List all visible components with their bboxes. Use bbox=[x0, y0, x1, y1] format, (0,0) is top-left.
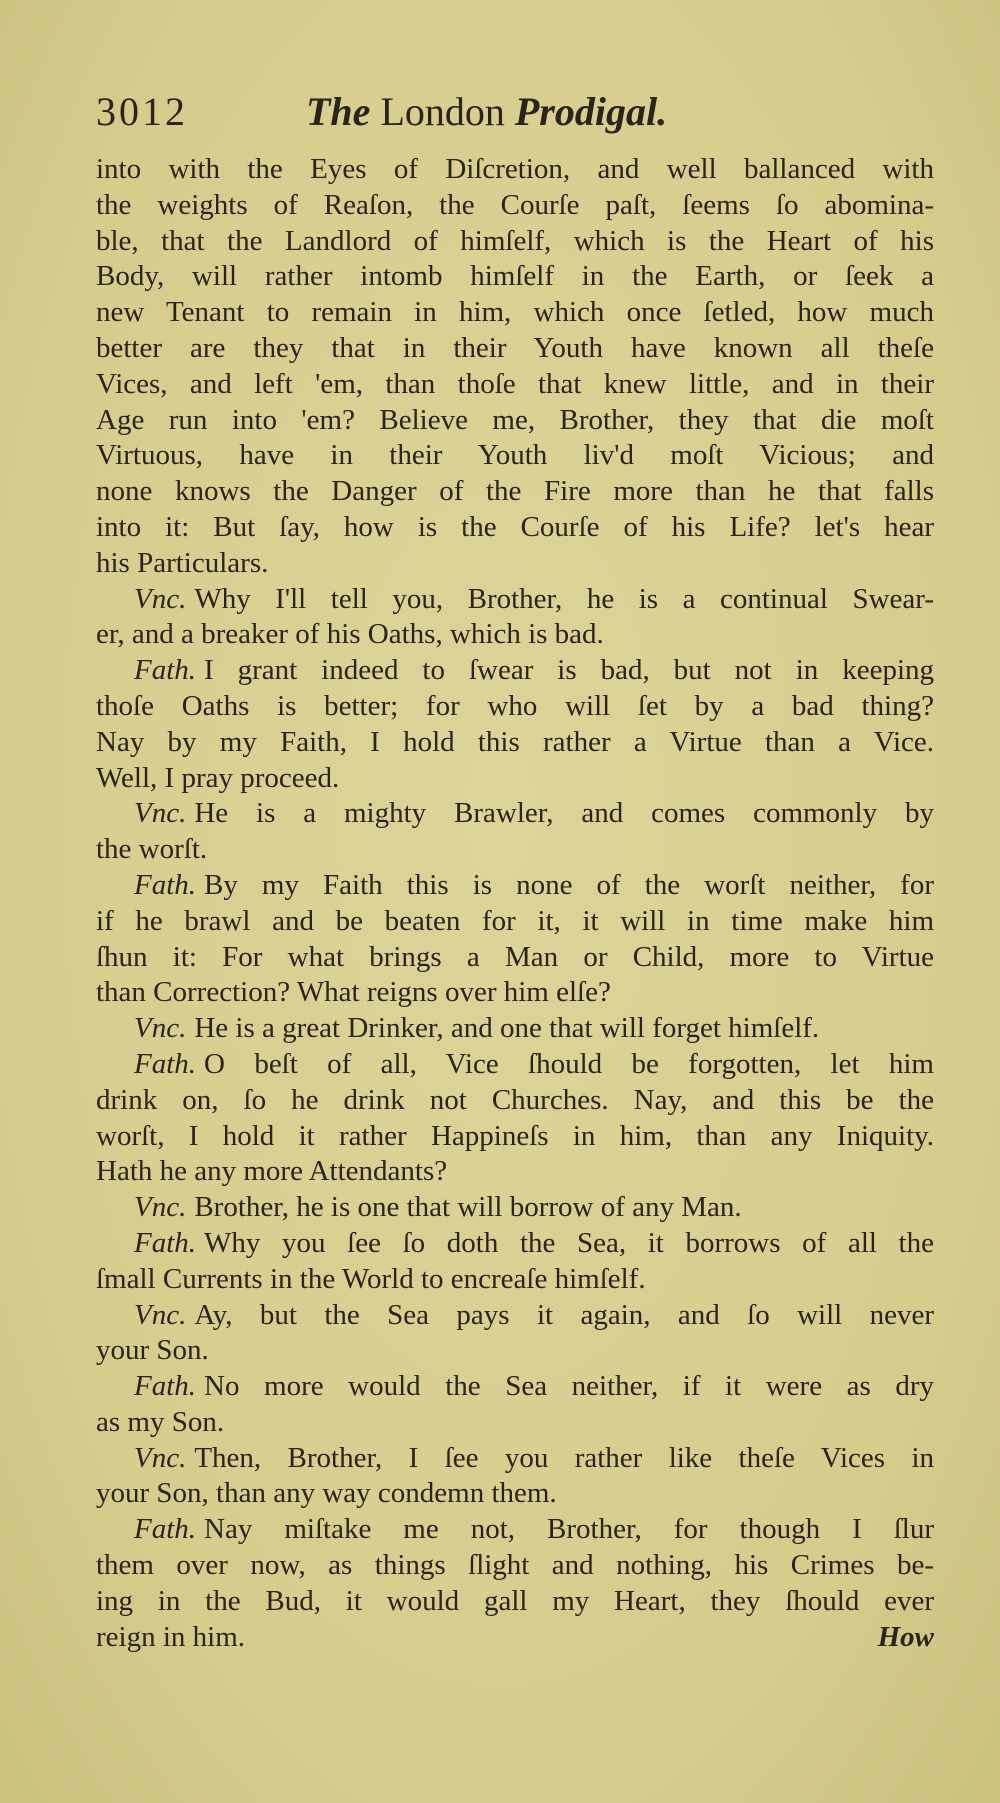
speech-first-line bbox=[96, 1226, 934, 1262]
line-text: I grant indeed to ſwear is bad, but not in keeping bbox=[204, 654, 934, 687]
speaker-label: Vnc. bbox=[134, 1012, 187, 1045]
text-line bbox=[96, 510, 934, 546]
line-text: them over now, as things ſlight and nothing, his Crimes be- bbox=[96, 1549, 934, 1582]
line-text: Brother, he is one that will borrow of any Man. bbox=[194, 1191, 742, 1224]
text-line bbox=[96, 474, 934, 510]
text-line bbox=[96, 904, 934, 940]
line-text: your Son, than any way condemn them. bbox=[96, 1477, 557, 1510]
speaker-label: Fath. bbox=[134, 654, 197, 687]
text-line bbox=[96, 295, 934, 331]
text-line bbox=[96, 1548, 934, 1584]
text-line bbox=[96, 725, 934, 761]
line-text: Hath he any more Attendants? bbox=[96, 1155, 448, 1188]
line-text: Nay by my Faith, I hold this rather a Virtue than a Vice. bbox=[96, 725, 934, 758]
speaker-label: Fath. bbox=[134, 1047, 197, 1080]
line-text: Nay miſtake me not, Brother, for though I ſlur bbox=[204, 1513, 934, 1546]
text-line bbox=[96, 832, 934, 868]
text-line bbox=[96, 1584, 934, 1620]
text-line bbox=[96, 438, 934, 474]
line-text: ing in the Bud, it would gall my Heart, they ſhould ever bbox=[96, 1584, 934, 1617]
line-text: than Correction? What reigns over him elſe? bbox=[96, 976, 611, 1009]
speaker-label: Fath. bbox=[134, 868, 197, 901]
line-text: Why you ſee ſo doth the Sea, it borrows of all the bbox=[204, 1226, 934, 1259]
speaker-label: Fath. bbox=[134, 1370, 197, 1403]
line-text: Then, Brother, I ſee you rather like theſe Vices in bbox=[194, 1441, 934, 1474]
text-line bbox=[96, 975, 934, 1011]
line-text: into it: But ſay, how is the Courſe of his Life? let's hear bbox=[96, 510, 934, 543]
speech-first-line bbox=[96, 796, 934, 832]
text-line bbox=[96, 259, 934, 295]
speaker-label: Vnc. bbox=[134, 1298, 187, 1331]
speech-first-line bbox=[96, 868, 934, 904]
line-text: Ay, but the Sea pays it again, and ſo will never bbox=[194, 1298, 934, 1331]
text-line bbox=[96, 331, 934, 367]
line-text: worſt, I hold it rather Happineſs in him, than any Iniquity. bbox=[96, 1119, 934, 1152]
speaker-label: Vnc. bbox=[134, 797, 187, 830]
speaker-label: Vnc. bbox=[134, 1441, 187, 1474]
speech-first-line bbox=[96, 582, 934, 618]
speech-first-line bbox=[96, 1441, 934, 1477]
speech-first-line bbox=[96, 1298, 934, 1334]
line-text: O beſt of all, Vice ſhould be forgotten, let him bbox=[204, 1047, 934, 1080]
line-text: his Particulars. bbox=[96, 546, 269, 579]
line-text: Age run into 'em? Believe me, Brother, they that die moſt bbox=[96, 403, 934, 436]
line-text: your Son. bbox=[96, 1334, 209, 1367]
text-line bbox=[96, 367, 934, 403]
text-line bbox=[96, 761, 934, 797]
line-text: drink on, ſo he drink not Churches. Nay, and this be the bbox=[96, 1083, 934, 1116]
line-text: He is a great Drinker, and one that will forget himſelf. bbox=[194, 1012, 820, 1045]
speaker-label: Fath. bbox=[134, 1513, 197, 1546]
title-the: The bbox=[306, 89, 371, 134]
text-line bbox=[96, 1405, 934, 1441]
text-line bbox=[96, 403, 934, 439]
text-line bbox=[96, 152, 934, 188]
text-line bbox=[96, 940, 934, 976]
speech-first-line bbox=[96, 1369, 934, 1405]
text-line bbox=[96, 1154, 934, 1190]
line-text: thoſe Oaths is better; for who will ſet by a bad thing? bbox=[96, 689, 934, 722]
text-line bbox=[96, 689, 934, 725]
line-text: By my Faith this is none of the worſt neither, for bbox=[204, 868, 934, 901]
title-end: Prodigal. bbox=[514, 89, 668, 134]
running-header bbox=[96, 88, 936, 138]
line-text: ſmall Currents in the World to encreaſe himſelf. bbox=[96, 1262, 646, 1295]
line-text: Why I'll tell you, Brother, he is a continual Swear- bbox=[194, 582, 934, 615]
text-line bbox=[96, 188, 934, 224]
speech-first-line bbox=[96, 1047, 934, 1083]
text-line bbox=[96, 1119, 934, 1155]
title-main: London bbox=[380, 89, 505, 134]
speaker-label: Vnc. bbox=[134, 582, 187, 615]
speaker-label: Vnc. bbox=[134, 1191, 187, 1224]
line-text: Well, I pray proceed. bbox=[96, 761, 340, 794]
speech-first-line bbox=[96, 1011, 934, 1047]
line-text: Virtuous, have in their Youth liv'd moſt Vicious; and bbox=[96, 439, 934, 472]
line-text: the weights of Reaſon, the Courſe paſt, ſeems ſo abomina- bbox=[96, 188, 934, 221]
line-text: No more would the Sea neither, if it were as dry bbox=[204, 1370, 934, 1403]
line-text: reign in him. bbox=[96, 1620, 246, 1653]
line-text: none knows the Danger of the Fire more than he that falls bbox=[96, 475, 934, 508]
page-body bbox=[96, 152, 934, 1655]
speaker-label: Fath. bbox=[134, 1226, 197, 1259]
speech-first-line bbox=[96, 1190, 934, 1226]
line-text: if he brawl and be beaten for it, it will in time make him bbox=[96, 904, 934, 937]
line-text: er, and a breaker of his Oaths, which is bad. bbox=[96, 618, 604, 651]
text-line bbox=[96, 1476, 934, 1512]
text-line bbox=[96, 1262, 934, 1298]
line-text: new Tenant to remain in him, which once ſetled, how much bbox=[96, 296, 934, 329]
line-text: ble, that the Landlord of himſelf, which is the Heart of his bbox=[96, 224, 934, 257]
line-text: ſhun it: For what brings a Man or Child, more to Virtue bbox=[96, 940, 934, 973]
text-line bbox=[96, 546, 934, 582]
speech-first-line bbox=[96, 1512, 934, 1548]
text-line bbox=[96, 617, 934, 653]
line-text: the worſt. bbox=[96, 833, 208, 866]
line-text: better are they that in their Youth have known all theſe bbox=[96, 331, 934, 364]
text-line bbox=[96, 1333, 934, 1369]
catchword: How bbox=[877, 1620, 934, 1653]
page-number: 3012 bbox=[96, 89, 188, 134]
speech-first-line bbox=[96, 653, 934, 689]
text-line bbox=[96, 1620, 934, 1656]
line-text: as my Son. bbox=[96, 1405, 225, 1438]
line-text: Vices, and left 'em, than thoſe that knew little, and in their bbox=[96, 367, 934, 400]
line-text: He is a mighty Brawler, and comes commonly by bbox=[194, 797, 934, 830]
text-line bbox=[96, 224, 934, 260]
text-line bbox=[96, 1083, 934, 1119]
running-title bbox=[306, 88, 667, 135]
line-text: Body, will rather intomb himſelf in the Earth, or ſeek a bbox=[96, 260, 934, 293]
line-text: into with the Eyes of Diſcretion, and well ballanced with bbox=[96, 153, 934, 185]
